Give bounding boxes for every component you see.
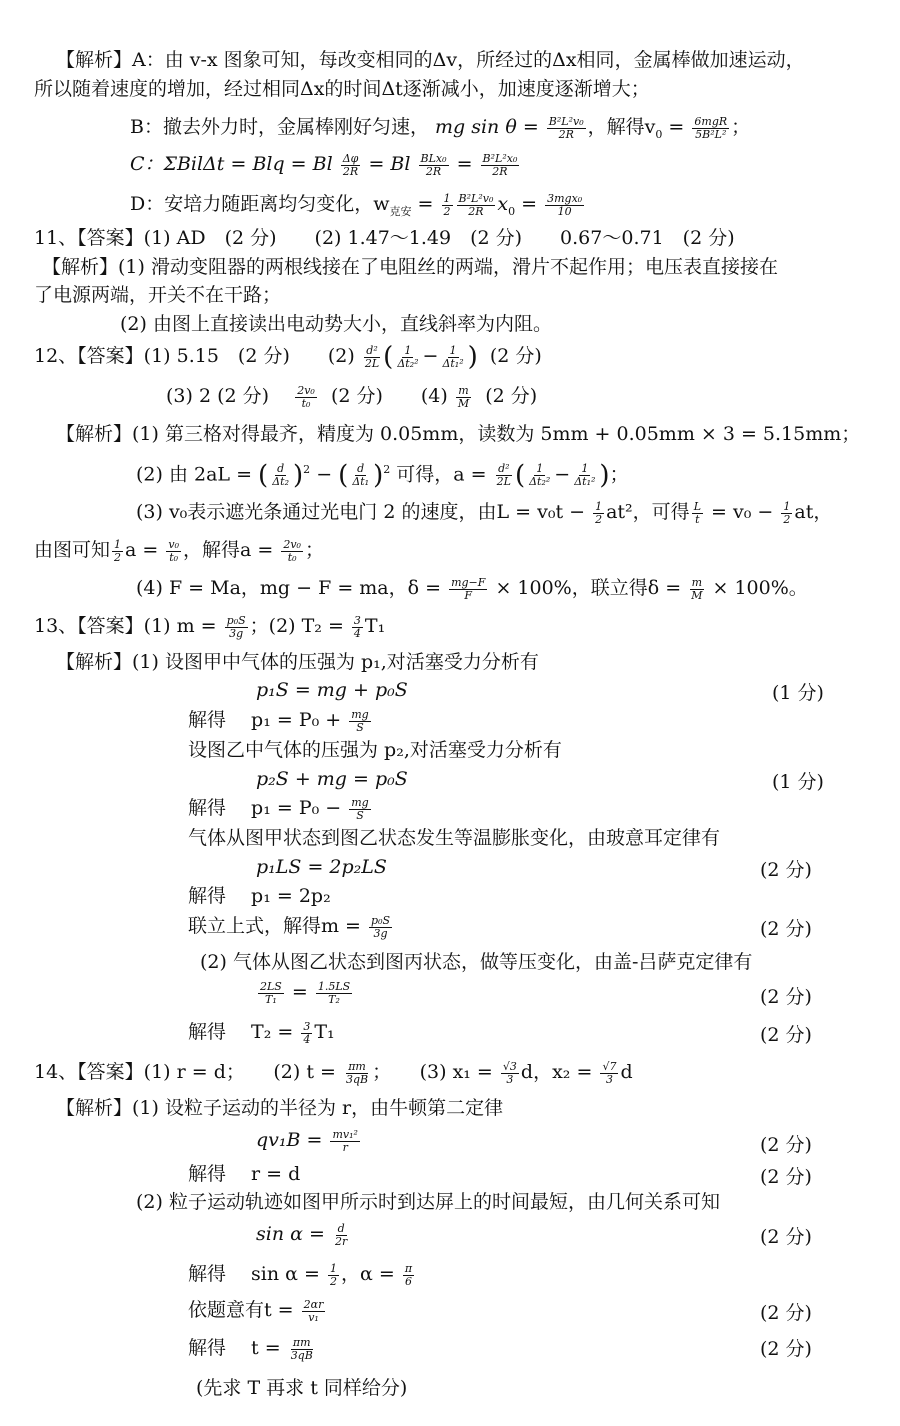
numerator: √7 — [602, 1059, 617, 1073]
analysis-10-line1: 【解析】A：由 v-x 图象可知，每改变相同的Δv，所经过的Δx相同，金属棒做加速运动， — [56, 49, 805, 71]
text: 解得 p₁ = P₀ + — [188, 709, 342, 731]
denominator: 4 — [353, 626, 361, 640]
fraction — [344, 1061, 370, 1086]
score: (1 分) — [772, 682, 824, 704]
fraction — [270, 463, 291, 488]
text: 解得 p₁ = P₀ − — [188, 797, 342, 819]
numerator: d — [277, 461, 285, 475]
denominator: S — [356, 720, 364, 734]
score: (2 分) — [489, 345, 542, 367]
fraction — [289, 1337, 315, 1362]
analysis-13-line3: 气体从图甲状态到图乙状态发生等温膨胀变化，由玻意耳定律有 — [188, 827, 721, 849]
text: at²，可得 — [606, 501, 690, 523]
denominator: Δt₁² — [442, 356, 464, 370]
text: × 100%。 — [712, 577, 808, 599]
denominator: T₂ — [328, 992, 340, 1006]
text: 可得，a = — [396, 463, 487, 486]
numerator: 2αr — [303, 1297, 324, 1311]
fraction — [481, 153, 520, 178]
denominator: 3g — [373, 926, 388, 940]
numerator: v₀ — [168, 537, 179, 551]
denominator: 2L — [496, 474, 511, 488]
answer-11: 11、【答案】(1) AD (2 分) (2) 1.47～1.49 (2 分) 0.67～0.71 (2 分) — [34, 227, 735, 249]
fraction — [572, 463, 597, 488]
numerator: 2v₀ — [297, 383, 315, 397]
numerator: 1 — [595, 499, 603, 513]
numerator: √3 — [502, 1059, 517, 1073]
denominator: 4 — [303, 1032, 311, 1046]
numerator: mv₁² — [332, 1127, 358, 1141]
equals: = — [521, 193, 538, 215]
denominator: 5B²L² — [695, 127, 727, 141]
answer-12-line1 — [34, 344, 542, 370]
analysis-10-b: B：撤去外力时，金属棒刚好匀速， mg sin θ = $\frac{\text{B²L²v₀}}{2R}$ ，解得$v_0$ = $\frac{\text{6mgR}}{\text{5B²L²}}$ ； — [130, 114, 751, 141]
score: (2 分) — [760, 859, 812, 881]
analysis-14-eq3 — [188, 1298, 327, 1324]
fraction — [545, 193, 584, 218]
numerator: 2v₀ — [283, 537, 301, 551]
analysis-13-sol3: 解得 p₁ = 2p₂ — [188, 885, 331, 907]
text: (2 分) (4) — [330, 385, 448, 407]
fraction — [692, 116, 729, 141]
denominator: t — [695, 512, 700, 526]
score: (2 分) — [760, 1166, 812, 1188]
fraction — [395, 345, 420, 370]
text: a = — [125, 539, 159, 561]
numerator: p₀S — [371, 913, 391, 927]
denominator: t₀ — [287, 550, 297, 564]
denominator: Δt₁ — [352, 474, 370, 488]
analysis-13-eq4 — [256, 980, 354, 1006]
denominator: t₀ — [301, 396, 311, 410]
text: T₁ — [364, 615, 386, 637]
text: 依题意有t = — [188, 1299, 294, 1321]
numerator: B²L²x₀ — [482, 151, 518, 165]
numerator: 1 — [114, 537, 122, 551]
denominator: r — [342, 1140, 348, 1154]
denominator: t₀ — [169, 550, 179, 564]
analysis-13-sol4 — [188, 914, 394, 940]
analysis-13-eq3: p₁LS = 2p₂LS — [256, 856, 387, 878]
analysis-13-eq2: p₂S + mg = p₀S — [256, 768, 408, 790]
denominator: 2R — [492, 164, 508, 178]
denominator: 10 — [557, 204, 572, 218]
fraction — [369, 915, 392, 940]
paren: ( — [383, 342, 394, 372]
denominator: F — [464, 588, 473, 602]
denominator: 2 — [443, 204, 451, 218]
text: = v₀ − — [711, 501, 774, 523]
answer-12-line2 — [166, 384, 537, 410]
fraction — [363, 345, 381, 370]
text: (4) F = Ma，mg − F = ma，δ = — [136, 577, 442, 599]
numerator: mg−F — [451, 575, 486, 589]
text: D：安培力随距离均匀变化，w — [130, 193, 390, 215]
analysis-12-line4: 由图可知 $\frac{1}{2}$ a = $\frac{\text{v₀}}{\text{t₀}}$ ，解得a = $\frac{\text{2v₀}}{\text{t₀}}$ ； — [34, 537, 324, 564]
numerator: BLx₀ — [420, 151, 447, 165]
denominator: 2R — [468, 204, 484, 218]
formula: C：ΣBilΔt = Blq = Bl — [130, 153, 333, 175]
text: T₁ — [314, 1021, 335, 1043]
equals: = — [291, 981, 308, 1003]
denominator: Δt₂² — [529, 474, 551, 488]
equals: = — [456, 153, 473, 175]
numerator: 3 — [353, 613, 361, 627]
numerator: 1.5LS — [317, 979, 351, 993]
text: (3) 2 (2 分) — [166, 385, 270, 407]
numerator: mg — [351, 795, 369, 809]
fraction — [449, 577, 487, 602]
paren: ) — [467, 342, 478, 372]
analysis-13-sol5 — [188, 1020, 335, 1046]
fraction — [301, 1021, 312, 1046]
denominator: 6 — [404, 1274, 412, 1288]
score: (2 分) — [760, 918, 812, 940]
fraction — [403, 1263, 414, 1288]
subscript: 克安 — [389, 204, 412, 218]
numerator: πm — [292, 1335, 311, 1349]
numerator: 1 — [536, 461, 544, 475]
numerator: 1 — [581, 461, 589, 475]
denominator: 2R — [558, 127, 574, 141]
numerator: d — [357, 461, 365, 475]
minus: − — [316, 463, 333, 486]
denominator: T₁ — [265, 992, 277, 1006]
fraction — [689, 577, 704, 602]
fraction — [419, 153, 449, 178]
numerator: d² — [366, 343, 378, 357]
analysis-11-line2: 了电源两端，开关不在干路； — [34, 284, 282, 306]
fraction — [225, 615, 248, 640]
text: × 100%，联立得δ = — [495, 577, 682, 599]
numerator: 3 — [303, 1019, 311, 1033]
text: sin α = — [256, 1223, 325, 1245]
fraction — [349, 709, 370, 734]
denominator: 3 — [506, 1072, 514, 1086]
text: d，x₂ = — [520, 1061, 593, 1083]
analysis-14-eq2 — [256, 1222, 351, 1248]
numerator: m — [691, 575, 703, 589]
fraction — [281, 539, 303, 564]
score: (2 分) — [760, 1134, 812, 1156]
analysis-10-c: C：ΣBilΔt = Blq = Bl $\frac{\Delta\varphi}{2R}$ = Bl $\frac{\text{BLx₀}}{2R}$ = $\frac{\text{B²L²x₀}}{2R}$ — [130, 151, 518, 178]
text: B：撤去外力时，金属棒刚好匀速， — [130, 116, 429, 138]
numerator: 1 — [783, 499, 791, 513]
numerator: 1 — [443, 191, 451, 205]
fraction — [600, 1061, 618, 1086]
denominator: 3g — [229, 626, 244, 640]
numerator: d — [337, 1221, 345, 1235]
score: (2 分) — [760, 986, 812, 1008]
analysis-14-sol3 — [188, 1336, 317, 1362]
analysis-12-line5 — [136, 576, 808, 602]
denominator: M — [457, 396, 470, 410]
analysis-13-sol2 — [188, 796, 373, 822]
fraction — [593, 501, 604, 526]
text: 13、【答案】(1) m = — [34, 615, 217, 637]
analysis-14-line2: (2) 粒子运动轨迹如图甲所示时到达屏上的时间最短，由几何关系可知 — [136, 1191, 720, 1213]
text: 解得 sin α = — [188, 1263, 320, 1285]
denominator: 3qB — [345, 1072, 369, 1086]
denominator: 2 — [114, 550, 122, 564]
numerator: 1 — [449, 343, 457, 357]
analysis-14-sol1: 解得 r = d — [188, 1163, 301, 1185]
equals: = — [417, 193, 434, 215]
text: 解得 T₂ = — [188, 1021, 294, 1043]
fraction — [501, 1061, 519, 1086]
analysis-14-eq1 — [256, 1128, 362, 1154]
denominator: 2 — [595, 512, 603, 526]
analysis-11-line1: 【解析】(1) 滑动变阻器的两根线接在了电阻丝的两端，滑片不起作用；电压表直接接在 — [42, 256, 778, 278]
formula: mg sin θ = — [435, 116, 539, 138]
fraction — [527, 463, 552, 488]
fraction — [349, 797, 370, 822]
answer-13 — [34, 614, 385, 640]
score: (2 分) — [760, 1302, 812, 1324]
analysis-12-line2: (2) 由 2aL = ( $\frac{d}{\text{Δt₂}}$ )$^2$ − ( $\frac{d}{\text{Δt₁}}$ )$^2$ 可得，a = $\frac{\text{d²}}{2L}$ ( $\frac{1}{\text{Δt₂²}}$ − $\frac{1}{\text{Δt₁²}}$ )； — [136, 460, 629, 491]
text: at， — [794, 501, 833, 523]
score: (2 分) — [485, 385, 538, 407]
text: 解得 t = — [188, 1337, 281, 1359]
text: qv₁B = — [256, 1129, 323, 1151]
text: ；(2) T₂ = — [249, 615, 344, 637]
numerator: 3mgx₀ — [547, 191, 583, 205]
text: ； — [609, 463, 629, 486]
text: ，解得a = — [182, 539, 274, 561]
answer-14 — [34, 1060, 633, 1086]
analysis-13-sol1 — [188, 708, 373, 734]
numerator: 2LS — [260, 979, 282, 993]
denominator: 2R — [425, 164, 442, 178]
analysis-14-line1: 【解析】(1) 设粒子运动的半径为 r，由牛顿第二定律 — [56, 1097, 504, 1119]
numerator: B²L²v₀ — [548, 114, 584, 128]
text: ，α = — [340, 1263, 395, 1285]
denominator: 2 — [783, 512, 791, 526]
numerator: 6mgR — [694, 114, 728, 128]
text: 由图可知 — [34, 539, 111, 561]
numerator: πm — [348, 1059, 366, 1073]
equals: = — [368, 153, 385, 175]
analysis-13-line2: 设图乙中气体的压强为 p₂,对活塞受力分析有 — [188, 739, 562, 761]
fraction — [440, 345, 465, 370]
numerator: Δφ — [342, 151, 359, 165]
fraction — [333, 1223, 349, 1248]
fraction — [330, 1129, 359, 1154]
analysis-14-note: (先求 T 再求 t 同样给分) — [196, 1377, 408, 1399]
fraction — [328, 1263, 339, 1288]
analysis-13-line1: 【解析】(1) 设图甲中气体的压强为 p₁,对活塞受力分析有 — [56, 651, 539, 673]
denominator: 2R — [342, 164, 359, 178]
denominator: 3 — [605, 1072, 613, 1086]
fraction — [112, 539, 123, 564]
text: (3) v₀表示遮光条通过光电门 2 的速度，由L = v₀t − — [136, 501, 586, 523]
fraction — [258, 981, 284, 1006]
fraction — [457, 193, 496, 218]
fraction — [316, 981, 352, 1006]
fraction — [495, 463, 513, 488]
numerator: L — [693, 499, 701, 513]
denominator: 2 — [329, 1274, 337, 1288]
analysis-10-d: D：安培力随距离均匀变化，$w_{克安}$ = $\frac{1}{2}$ $\frac{\text{B²L²v₀}}{2R}$ $x_0$ = $\frac{\text{3mgx₀}}{10}$ — [130, 191, 583, 218]
numerator: 1 — [404, 343, 412, 357]
analysis-14-sol2 — [188, 1262, 416, 1288]
denominator: Δt₁² — [574, 474, 596, 488]
numerator: π — [404, 1261, 413, 1275]
denominator: 2L — [364, 356, 380, 370]
fraction — [547, 116, 586, 141]
text: d — [620, 1061, 633, 1083]
denominator: 3qB — [290, 1348, 313, 1362]
numerator: B²L²v₀ — [458, 191, 494, 205]
denominator: Δt₂² — [397, 356, 419, 370]
fraction — [352, 615, 363, 640]
denominator: S — [356, 808, 364, 822]
analysis-12-line3 — [136, 500, 832, 526]
fraction — [692, 501, 703, 526]
fraction — [302, 1299, 326, 1324]
text: ，解得v — [587, 116, 656, 138]
fraction — [456, 385, 471, 410]
text: = — [668, 116, 685, 138]
numerator: 1 — [329, 1261, 337, 1275]
numerator: p₀S — [226, 613, 246, 627]
fraction — [341, 153, 361, 178]
score: (1 分) — [772, 771, 824, 793]
numerator: m — [458, 383, 469, 397]
fraction — [166, 539, 181, 564]
minus: − — [422, 345, 439, 367]
fraction — [442, 193, 453, 218]
analysis-11-line3: (2) 由图上直接读出电动势大小，直线斜率为内阻。 — [120, 313, 552, 335]
denominator: v₁ — [308, 1310, 319, 1324]
score: (2 分) — [760, 1024, 812, 1046]
denominator: Δt₂ — [272, 474, 289, 488]
fraction — [781, 501, 792, 526]
numerator: mg — [351, 707, 369, 721]
fraction — [350, 463, 371, 488]
analysis-12-line1: 【解析】(1) 第三格对得最齐，精度为 0.05mm，读数为 5mm + 0.05mm × 3 = 5.15mm； — [56, 423, 861, 445]
text: ； (3) x₁ = — [372, 1061, 493, 1083]
fraction — [295, 385, 317, 410]
text: (2) 由 2aL = — [136, 463, 252, 486]
score: (2 分) — [760, 1226, 812, 1248]
analysis-13-eq1: p₁S = mg + p₀S — [256, 679, 408, 701]
text: 联立上式，解得m = — [188, 915, 361, 937]
text: 12、【答案】(1) 5.15 (2 分) (2) — [34, 345, 355, 367]
numerator: d² — [498, 461, 510, 475]
analysis-13-line4: (2) 气体从图乙状态到图丙状态，做等压变化，由盖-吕萨克定律有 — [200, 951, 753, 973]
denominator: M — [691, 588, 703, 602]
analysis-10-line2: 所以随着速度的增加，经过相同Δx的时间Δt逐渐减小，加速度逐渐增大； — [34, 78, 650, 100]
text: 14、【答案】(1) r = d； (2) t = — [34, 1061, 336, 1083]
score: (2 分) — [760, 1338, 812, 1360]
denominator: 2r — [334, 1234, 348, 1248]
